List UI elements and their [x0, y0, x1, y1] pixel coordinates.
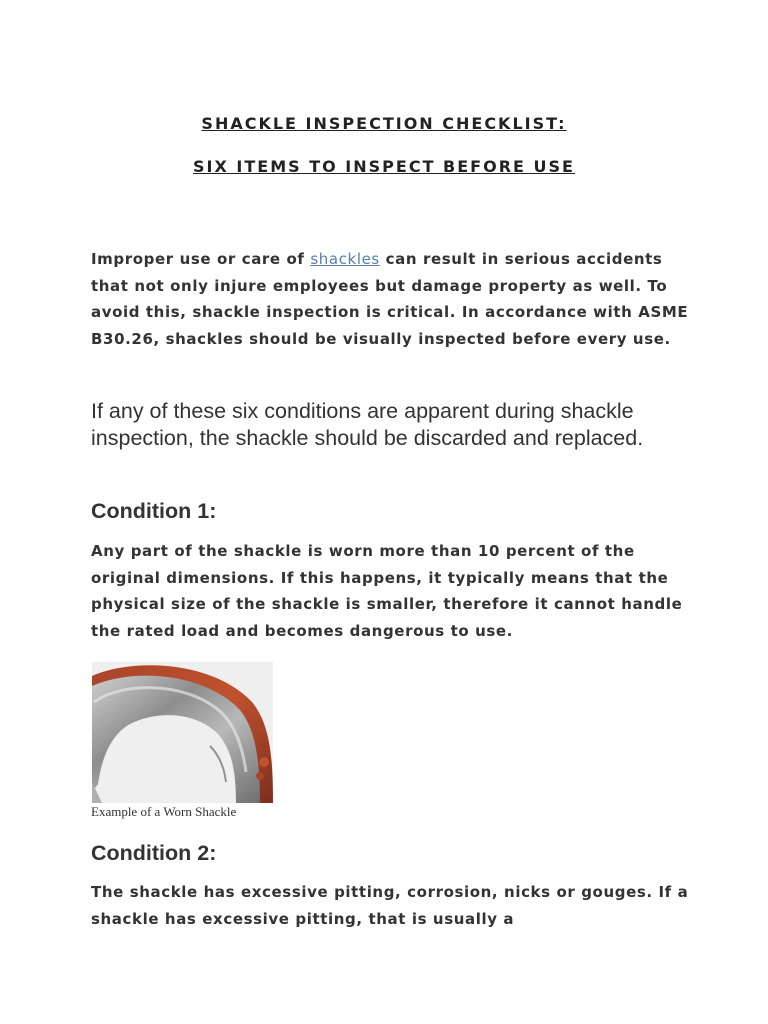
image-caption: Example of a Worn Shackle: [91, 804, 237, 819]
condition-2-heading: Condition 2:: [91, 841, 217, 865]
worn-shackle-image: [92, 662, 273, 803]
document-title: SHACKLE INSPECTION CHECKLIST:: [201, 114, 567, 133]
intro-text-2: can result in serious accidents that not only injure employees but damage property as well. To avoid this, shackle inspection is critical. In accordance with: [91, 250, 668, 321]
intro-text-1: Improper use or care of: [91, 250, 311, 268]
intro-paragraph: [91, 246, 691, 352]
lead-statement: If any of these six conditions are apparent during shackle inspection, the shackle should be discarded and replaced.: [91, 399, 644, 450]
worn-shackle-photo: [92, 662, 273, 803]
condition-2-text: The shackle has excessive pitting, corrosion, nicks or gouges. If a shackle has excessive pitting, that is usually a: [91, 883, 689, 928]
condition-1-text: Any part of the shackle is worn more than 10 percent of the original dimensions. If this happens, it typically means that the physical size of the shackle is smaller, therefore it cannot handle the rated load and becomes dangerous to use.: [91, 542, 683, 640]
document-subtitle: SIX ITEMS TO INSPECT BEFORE USE: [193, 157, 575, 176]
standard-reference: ASME B30.26: [91, 303, 689, 348]
condition-1-heading: Condition 1:: [91, 499, 217, 523]
shackles-link[interactable]: shackles: [310, 250, 380, 268]
intro-text-3: , shackles should be visually inspected before every use.: [153, 329, 671, 348]
